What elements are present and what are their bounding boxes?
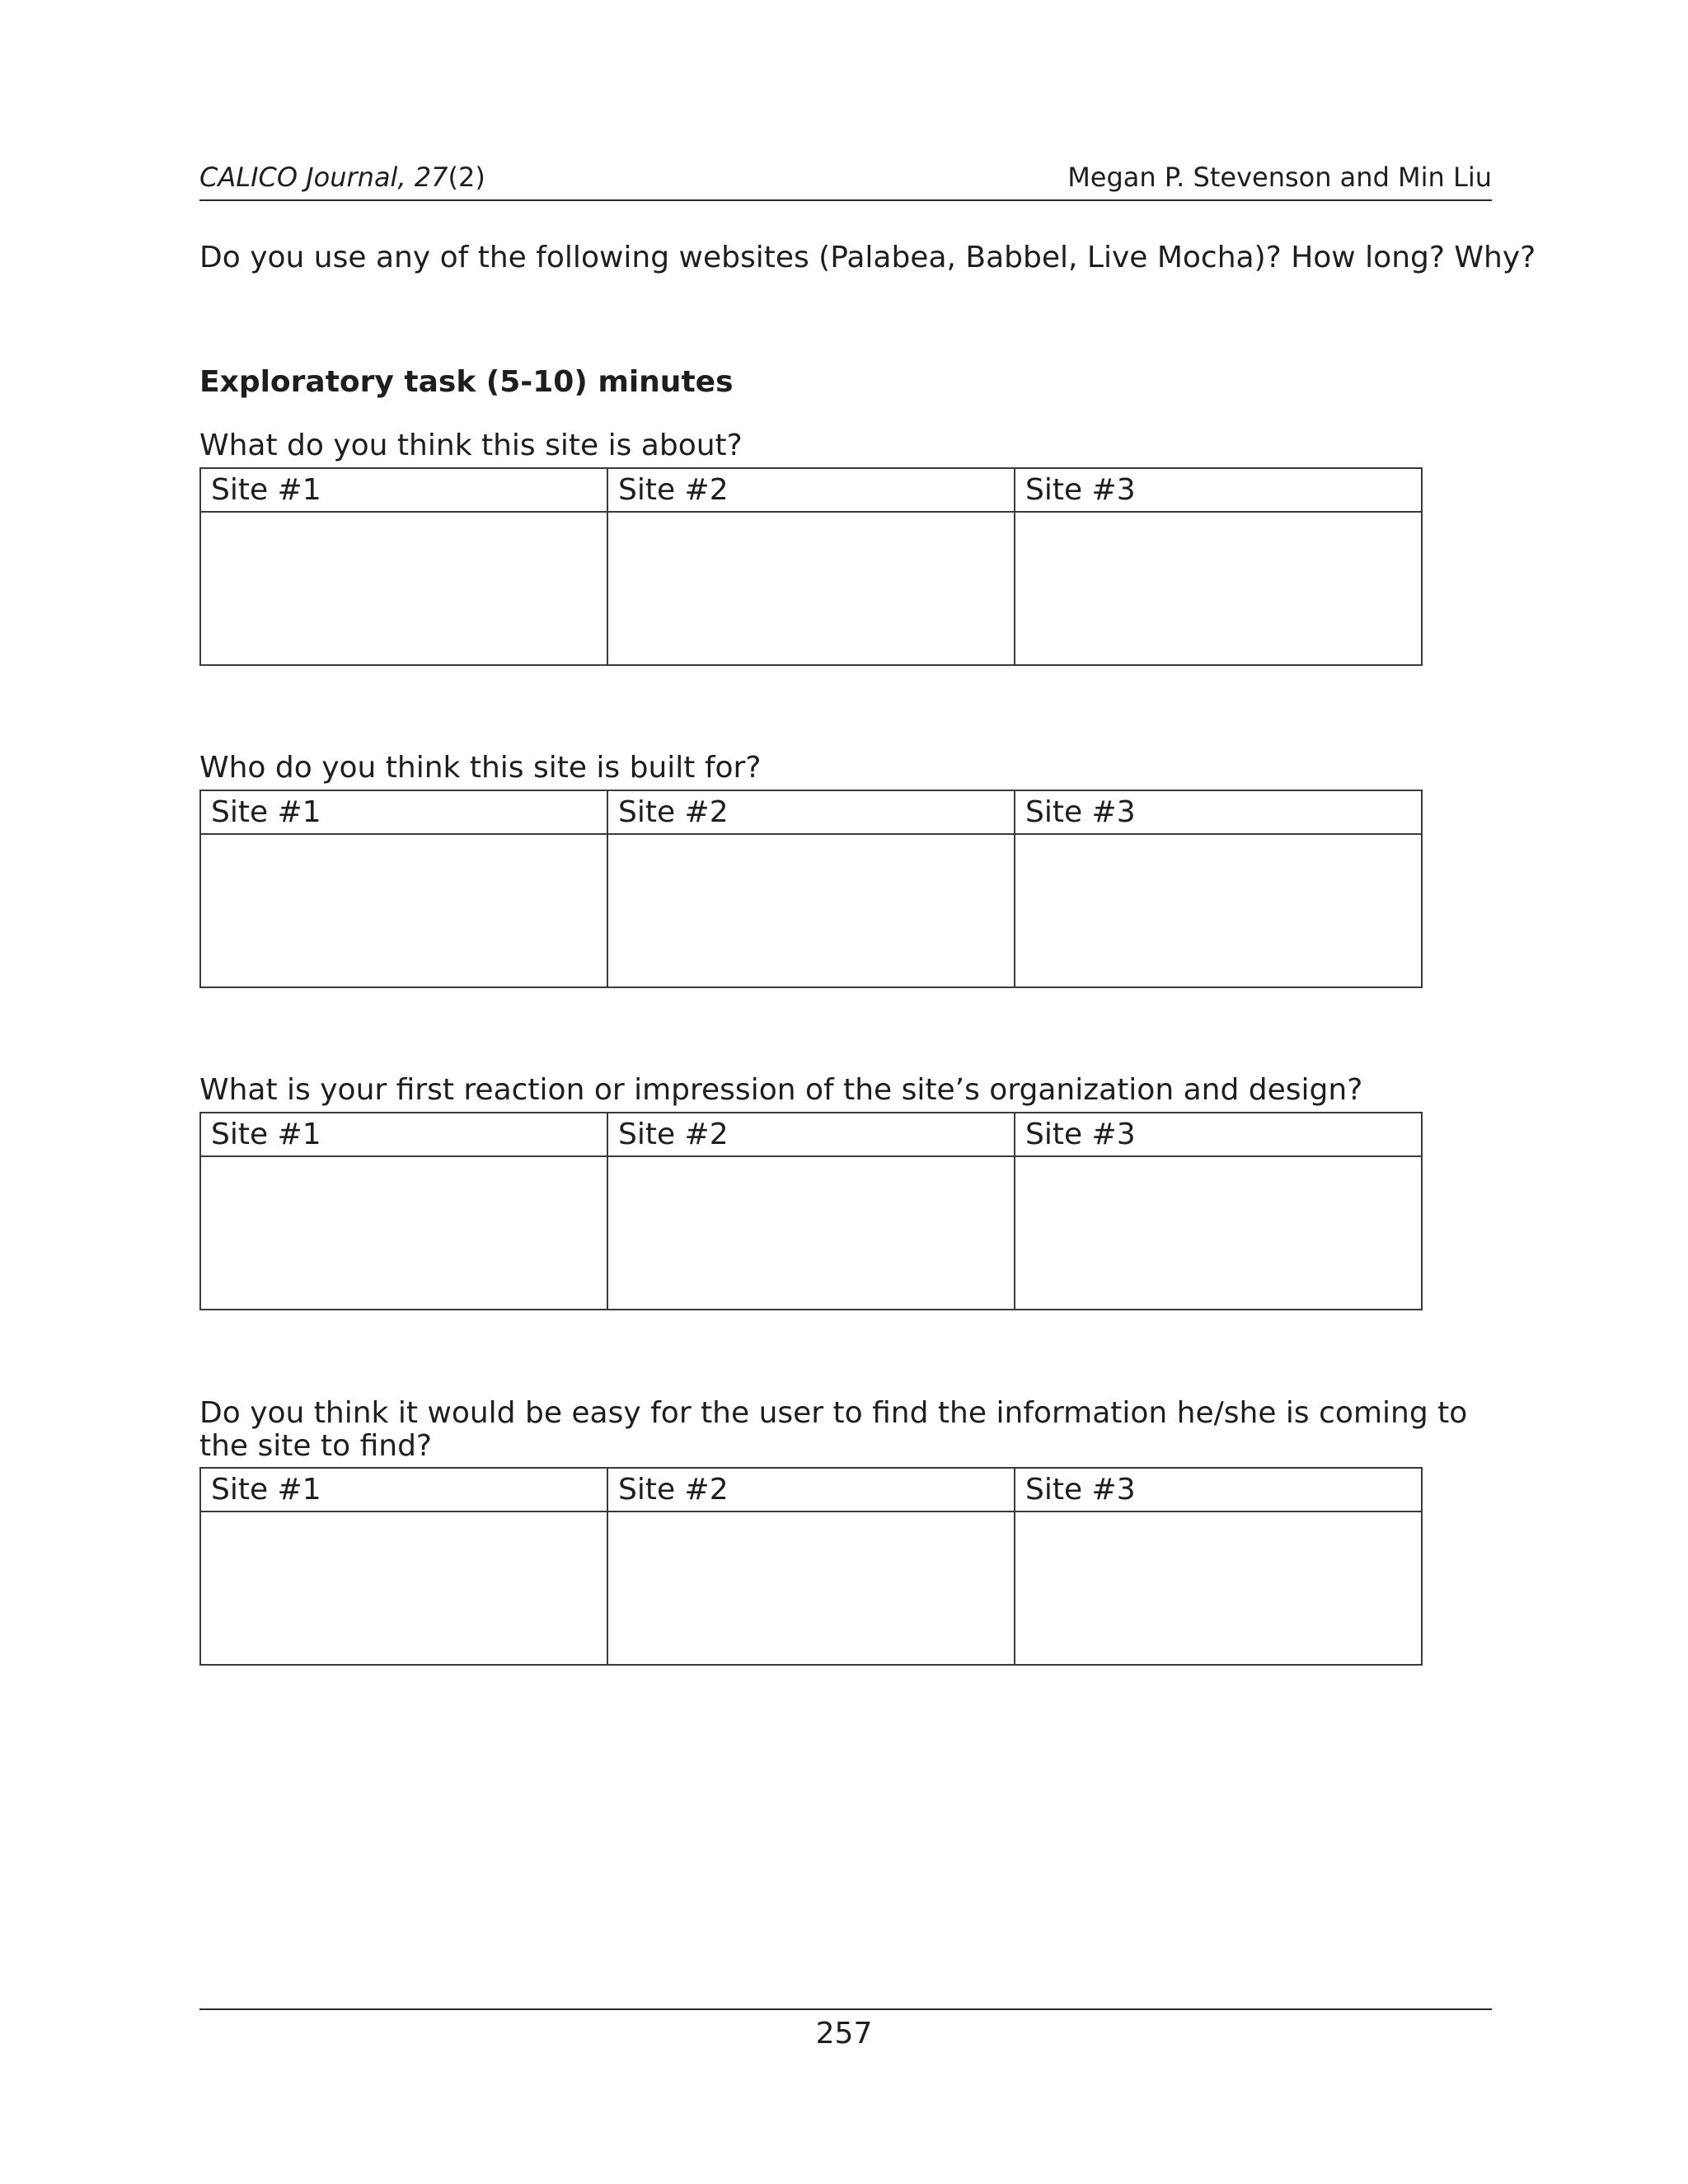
answer-row (200, 1511, 1422, 1665)
column-header-site-2: Site #2 (607, 468, 1015, 512)
answer-cell-site-2[interactable] (607, 834, 1015, 987)
answer-cell-site-2[interactable] (607, 1511, 1015, 1665)
question-4-table (199, 1467, 1423, 1666)
column-header-site-3: Site #3 (1015, 1468, 1422, 1511)
column-header-site-1: Site #1 (200, 468, 607, 512)
question-1-table (199, 467, 1423, 666)
page-number: 257 (815, 2017, 873, 2050)
answer-cell-site-3[interactable] (1015, 834, 1422, 987)
question-2-table (199, 790, 1423, 988)
question-2-text: Who do you think this site is built for? (199, 751, 762, 785)
answer-cell-site-1[interactable] (200, 834, 607, 987)
answer-cell-site-2[interactable] (607, 512, 1015, 665)
column-header-site-1: Site #1 (200, 1113, 607, 1156)
answer-row (200, 834, 1422, 987)
answer-cell-site-3[interactable] (1015, 1156, 1422, 1310)
answer-cell-site-1[interactable] (200, 1156, 607, 1310)
intro-question: Do you use any of the following websites (Palabea, Babbel, Live Mocha)? How long? Why? (199, 241, 1536, 274)
table-header-row (200, 468, 1422, 512)
running-head (199, 162, 1492, 201)
column-header-site-3: Site #3 (1015, 468, 1422, 512)
answer-cell-site-3[interactable] (1015, 1511, 1422, 1665)
question-4-text: Do you think it would be easy for the user to find the information he/she is coming to the site to find? (199, 1396, 1468, 1463)
journal-citation (199, 162, 485, 193)
table-header-row (200, 1113, 1422, 1156)
question-3-table (199, 1112, 1423, 1310)
column-header-site-2: Site #2 (607, 1468, 1015, 1511)
footer-rule (199, 2008, 1492, 2010)
journal-title: CALICO Journal, 27 (199, 162, 448, 193)
column-header-site-3: Site #3 (1015, 1113, 1422, 1156)
table-header-row (200, 1468, 1422, 1511)
section-heading: Exploratory task (5-10) minutes (199, 365, 734, 399)
answer-cell-site-1[interactable] (200, 1511, 607, 1665)
column-header-site-2: Site #2 (607, 1113, 1015, 1156)
column-header-site-3: Site #3 (1015, 790, 1422, 834)
table-header-row (200, 790, 1422, 834)
question-3-text: What is your first reaction or impression of the site’s organization and design? (199, 1073, 1363, 1107)
question-1-text: What do you think this site is about? (199, 429, 743, 462)
column-header-site-2: Site #2 (607, 790, 1015, 834)
answer-row (200, 512, 1422, 665)
answer-cell-site-3[interactable] (1015, 512, 1422, 665)
column-header-site-1: Site #1 (200, 790, 607, 834)
column-header-site-1: Site #1 (200, 1468, 607, 1511)
answer-cell-site-2[interactable] (607, 1156, 1015, 1310)
authors: Megan P. Stevenson and Min Liu (1067, 162, 1492, 193)
answer-cell-site-1[interactable] (200, 512, 607, 665)
answer-row (200, 1156, 1422, 1310)
journal-issue: (2) (448, 162, 485, 193)
